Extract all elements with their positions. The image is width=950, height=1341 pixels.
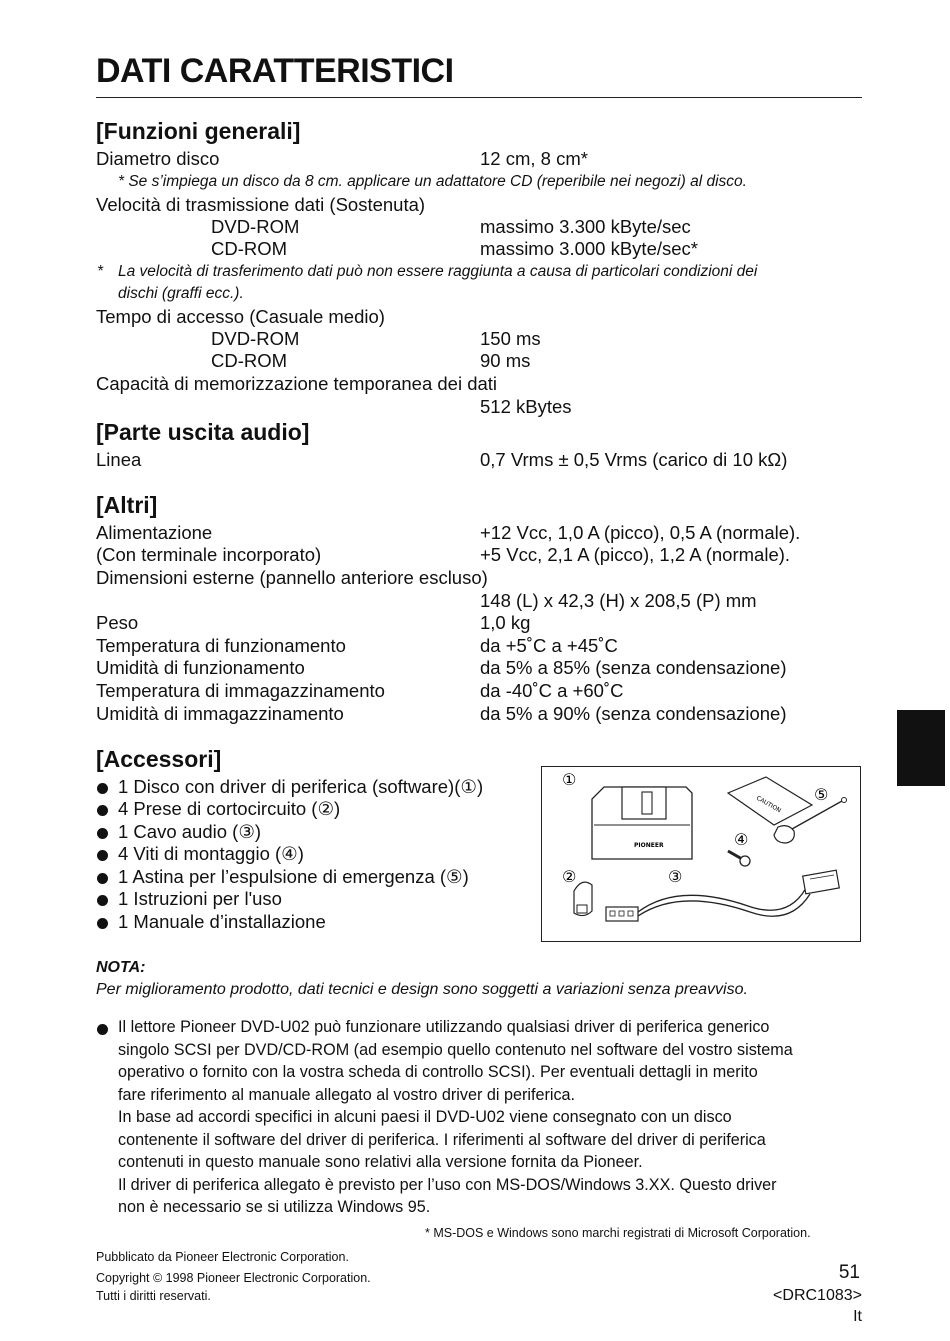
audio-heading: [Parte uscita audio] bbox=[96, 419, 310, 445]
spec-value: +12 Vcc, 1,0 A (picco), 0,5 A (normale). bbox=[480, 522, 801, 543]
accessory-item: 4 Prese di cortocircuito (②) bbox=[118, 798, 341, 819]
info-line: fare riferimento al manuale allegato al vostro driver di periferica. bbox=[118, 1086, 576, 1104]
spec-label: Umidità di funzionamento bbox=[96, 657, 305, 678]
card-text: CAUTION bbox=[755, 794, 783, 815]
accessory-item: 4 Viti di montaggio (④) bbox=[118, 843, 304, 864]
info-line: singolo SCSI per DVD/CD-ROM (ad esempio quello contenuto nel software del vostro sistema bbox=[118, 1041, 793, 1059]
buffer-value: 512 kBytes bbox=[480, 396, 572, 417]
bullet-icon bbox=[97, 895, 108, 906]
doc-code: <DRC1083> bbox=[773, 1287, 862, 1304]
spec-value: 148 (L) x 42,3 (H) x 208,5 (P) mm bbox=[480, 590, 757, 611]
disc-note: * Se s’impiega un disco da 8 cm. applicare un adattatore CD (reperibile nei negozi) al disco. bbox=[118, 173, 747, 190]
side-tab-marker bbox=[897, 710, 945, 786]
access-dvd-value: 150 ms bbox=[480, 328, 541, 349]
spec-value: da -40˚C a +60˚C bbox=[480, 680, 624, 701]
accessories-illustration bbox=[541, 766, 861, 942]
access-label: Tempo di accesso (Casuale medio) bbox=[96, 306, 385, 327]
others-heading: [Altri] bbox=[96, 492, 158, 518]
label-2: ② bbox=[562, 867, 577, 886]
bullet-icon bbox=[97, 1024, 108, 1035]
general-heading: [Funzioni generali] bbox=[96, 118, 301, 144]
info-line: In base ad accordi specifici in alcuni paesi il DVD-U02 viene consegnato con un disco bbox=[118, 1108, 732, 1126]
info-line: non è necessario se si utilizza Windows 95. bbox=[118, 1198, 431, 1216]
line-label: Linea bbox=[96, 449, 142, 470]
info-line: Il lettore Pioneer DVD-U02 può funzionare utilizzando qualsiasi driver di periferica generico bbox=[118, 1018, 770, 1036]
page-number: 51 bbox=[838, 1262, 860, 1283]
bullet-icon bbox=[97, 783, 108, 794]
spec-label: Alimentazione bbox=[96, 522, 213, 543]
label-5: ⑤ bbox=[814, 785, 829, 804]
spec-value: da 5% a 90% (senza condensazione) bbox=[480, 703, 787, 724]
accessory-item: 1 Cavo audio (③) bbox=[118, 821, 262, 842]
spec-value: da 5% a 85% (senza condensazione) bbox=[480, 657, 787, 678]
footer-published: Pubblicato da Pioneer Electronic Corporation. bbox=[96, 1250, 349, 1264]
footer-rights: Tutti i diritti reservati. bbox=[96, 1289, 211, 1303]
spec-value: 1,0 kg bbox=[480, 612, 531, 633]
spec-label: Temperatura di immagazzinamento bbox=[96, 680, 385, 701]
disk-brand: PIONEER bbox=[634, 842, 664, 849]
info-line: Il driver di periferica allegato è previsto per l’uso con MS-DOS/Windows 3.XX. Questo driver bbox=[118, 1176, 777, 1194]
bullet-icon bbox=[97, 873, 108, 884]
bullet-icon bbox=[97, 918, 108, 929]
transfer-note-star: * bbox=[97, 263, 104, 280]
label-1: ① bbox=[562, 770, 577, 789]
info-line: contenente il software del driver di periferica. I riferimenti al software del driver di periferica bbox=[118, 1131, 766, 1149]
transfer-dvd-label: DVD-ROM bbox=[211, 216, 300, 237]
bullet-icon bbox=[97, 828, 108, 839]
nota-heading: NOTA: bbox=[96, 959, 146, 976]
label-4: ④ bbox=[734, 830, 749, 849]
transfer-cd-value: massimo 3.000 kByte/sec* bbox=[480, 238, 698, 259]
spec-value: +5 Vcc, 2,1 A (picco), 1,2 A (normale). bbox=[480, 544, 791, 565]
spec-label: Peso bbox=[96, 612, 139, 633]
transfer-label: Velocità di trasmissione dati (Sostenuta) bbox=[96, 194, 426, 215]
spec-label: (Con terminale incorporato) bbox=[96, 544, 322, 565]
transfer-dvd-value: massimo 3.300 kByte/sec bbox=[480, 216, 691, 237]
bullet-icon bbox=[97, 805, 108, 816]
access-cd-value: 90 ms bbox=[480, 350, 531, 371]
access-cd-label: CD-ROM bbox=[211, 350, 288, 371]
transfer-note-line2: dischi (graffi ecc.). bbox=[118, 285, 244, 302]
spec-label: Temperatura di funzionamento bbox=[96, 635, 346, 656]
info-line: operativo o fornito con la vostra scheda di controllo SCSI). Per eventuali dettagli in merito bbox=[118, 1063, 758, 1081]
disc-label: Diametro disco bbox=[96, 148, 220, 169]
accessories-heading: [Accessori] bbox=[96, 746, 222, 772]
access-dvd-label: DVD-ROM bbox=[211, 328, 300, 349]
disc-value: 12 cm, 8 cm* bbox=[480, 148, 588, 169]
line-value: 0,7 Vrms ± 0,5 Vrms (carico di 10 kΩ) bbox=[480, 449, 788, 470]
audio-cable-icon bbox=[606, 870, 839, 921]
accessory-item: 1 Manuale d’installazione bbox=[118, 911, 326, 932]
jumper-icon bbox=[574, 882, 592, 915]
bullet-icon bbox=[97, 850, 108, 861]
title-divider bbox=[96, 97, 862, 98]
accessory-item: 1 Disco con driver di periferica (software)(①) bbox=[118, 776, 484, 797]
screw-icon bbox=[728, 851, 750, 866]
accessory-item: 1 Astina per l’espulsione di emergenza (⑤) bbox=[118, 866, 469, 887]
spec-value: da +5˚C a +45˚C bbox=[480, 635, 618, 656]
transfer-note-line1: La velocità di trasferimento dati può non essere raggiunta a causa di particolari condizioni dei bbox=[118, 263, 758, 280]
label-3: ③ bbox=[668, 867, 683, 886]
footer-copyright: Copyright © 1998 Pioneer Electronic Corporation. bbox=[96, 1271, 371, 1285]
info-line: contenuti in questo manuale sono relativi alla versione fornita da Pioneer. bbox=[118, 1153, 643, 1171]
transfer-cd-label: CD-ROM bbox=[211, 238, 288, 259]
nota-text: Per miglioramento prodotto, dati tecnici e design sono soggetti a variazioni senza preavviso. bbox=[96, 981, 748, 998]
buffer-label: Capacità di memorizzazione temporanea dei dati bbox=[96, 373, 498, 394]
spec-label: Umidità di immagazzinamento bbox=[96, 703, 344, 724]
trademark-note: * MS-DOS e Windows sono marchi registrati di Microsoft Corporation. bbox=[425, 1226, 811, 1240]
accessory-item: 1 Istruzioni per l'uso bbox=[118, 888, 282, 909]
page-title: DATI CARATTERISTICI bbox=[96, 52, 454, 90]
language-code: It bbox=[853, 1308, 862, 1325]
accessories-drawing bbox=[542, 767, 860, 941]
spec-label: Dimensioni esterne (pannello anteriore escluso) bbox=[96, 567, 488, 588]
floppy-disk-icon bbox=[592, 787, 692, 859]
